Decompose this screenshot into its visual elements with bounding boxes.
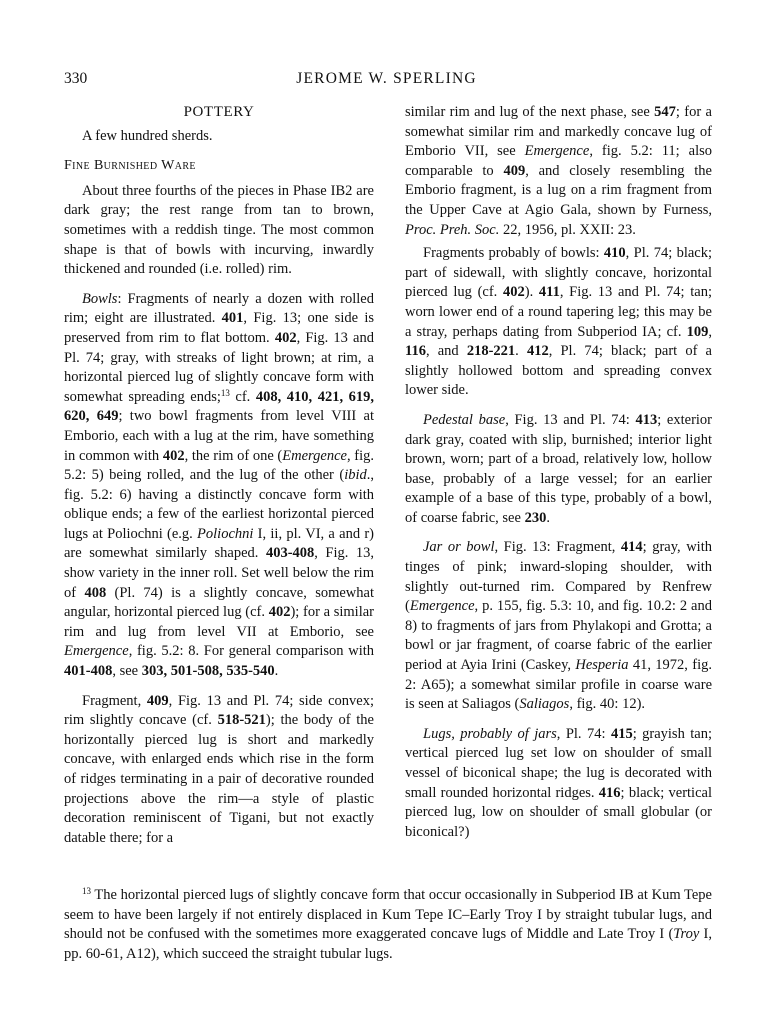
paragraph-overview: About three fourths of the pieces in Phase IB2 are dark gray; the rest range from tan to brown, sometimes with a reddish tinge. The most common shape is that of bowls with incurving, inwardly thickened and rounded (i.e. rolled) rim. — [64, 182, 374, 278]
paragraph-jar-or-bowl: Jar or bowl, Fig. 13: Fragment, 414; gray, with tinges of pink; inward-sloping shoulder, with slightly out-turned rim. Compared by Renfrew (Emergence, p. 155, fig. 5.3: 10, and fig. 10.2: 2 and 8) to fragments of jars from Phylakopi and Grotta; a bowl or jar fragment, of coarse fabric of the earlier period at Ayia Irini (Caskey, Hesperia 41, 1972, fig. 2: A65); a somewhat similar profile in coarse ware is seen at Saliagos (Saliagos, fig. 40: 12). — [405, 539, 712, 713]
subheading: Fine Burnished Ware — [64, 158, 196, 174]
footnote — [64, 886, 712, 964]
right-column — [405, 103, 712, 850]
paragraph-bowls: Bowls: Fragments of nearly a dozen with rolled rim; eight are illustrated. 401, Fig. 13; one side is preserved from rim to flat bottom. 402, Fig. 13 and Pl. 74; gray, with streaks of light brown; at rim, a horizontal pierced lug of slightly concave form with somewhat spreading ends;$^{13}$ cf. 408, 410, 421, 619, 620, 649; two bowl fragments from level VIII at Emborio, each with a lug at the rim, have something in common with 402, the rim of one (Emergence, fig. 5.2: 5) being rolled, and the lug of the other (ibid., fig. 5.2: 6) having a distinctly concave form with oblique ends; a few of the earliest horizontal pierced lugs at Poliochni (e.g. Poliochni I, ii, pl. VI, a and r) are somewhat similarly shaped. 403-408, Fig. 13, show variety in the inner roll. Set well below the rim of 408 (Pl. 74) is a slightly concave, somewhat angular, horizontal pierced lug (cf. 402); for a similar rim and lug from level VII at Emborio, see Emergence, fig. 5.2: 8. For general comparison with 401-408, see 303, 501-508, 535-540. — [64, 290, 375, 680]
running-head-author: JEROME W. SPERLING — [296, 70, 477, 87]
running-header — [64, 70, 709, 92]
paragraph-lugs: Lugs, probably of jars, Pl. 74: 415; grayish tan; vertical pierced lug set low on shoulder of small vessel of biconical shape; the lug is decorated with small rounded horizontal ridges. 416; black; vertical pierced lug, low on shoulder of small globular (or biconical?) — [405, 725, 712, 840]
paragraph-pedestal-base: Pedestal base, Fig. 13 and Pl. 74: 413; exterior dark gray, coated with slip, burnished; interior light brown, worn; part of a broad, relatively low, hollow base, probably of a large vessel; for an earlier example of a base of this type, probably of a bowl, of coarse fabric, see 230. — [405, 411, 712, 526]
section-title: POTTERY — [183, 104, 255, 120]
footnote-number: 13 — [82, 886, 91, 896]
paragraph-bowl-fragments: Fragments probably of bowls: 410, Pl. 74; black; part of sidewall, with slightly concave, horizontal pierced lug (cf. 402). 411, Fig. 13 and Pl. 74; tan; worn lower end of a round tapering leg; this may be a stray, perhaps dating from Subperiod IA; cf. 109, 116, and 218-221. 412, Pl. 74; black; part of a slightly hollowed bottom and spreading convex lower side. — [405, 245, 712, 399]
footnote-13: $^{13}$ The horizontal pierced lugs of slightly concave form that occur occasionally in Subperiod IB at Kum Tepe seem to have been largely if not entirely displaced in Kum Tepe IC–Early Troy I by straight tubular lugs, and should not be confused with the sometimes more exaggerated concave lugs of Middle and Late Troy I (Troy I, pp. 60-61, A12), which succeed the straight tubular lugs. — [64, 886, 712, 962]
left-column — [64, 103, 374, 856]
footnote-marker: 13 — [220, 387, 230, 398]
bowls-heading: Bowls — [82, 290, 118, 307]
intro-paragraph: A few hundred sherds. — [82, 127, 213, 144]
paragraph-fragment-409: Fragment, 409, Fig. 13 and Pl. 74; side convex; rim slightly concave (cf. 518-521); the body of the horizontally pierced lug is short and markedly concave, with enlarged ends which rise in the form of ridges terminating in a pair of decorative rounded projections above the rim—a style of plastic decoration reminiscent of Tigani, but not exactly datable there; for a — [64, 692, 374, 846]
page-number: 330 — [64, 70, 88, 87]
paragraph-continued: similar rim and lug of the next phase, see 547; for a somewhat similar rim and markedly concave lug of Emborio VII, see Emergence, fig. 5.2: 11; also comparable to 409, and closely resembling the Emborio fragment, is a lug on a rim fragment from the Upper Cave at Agio Gala, shown by Furness, Proc. Preh. Soc. 22, 1956, pl. XXII: 23. — [405, 104, 713, 238]
